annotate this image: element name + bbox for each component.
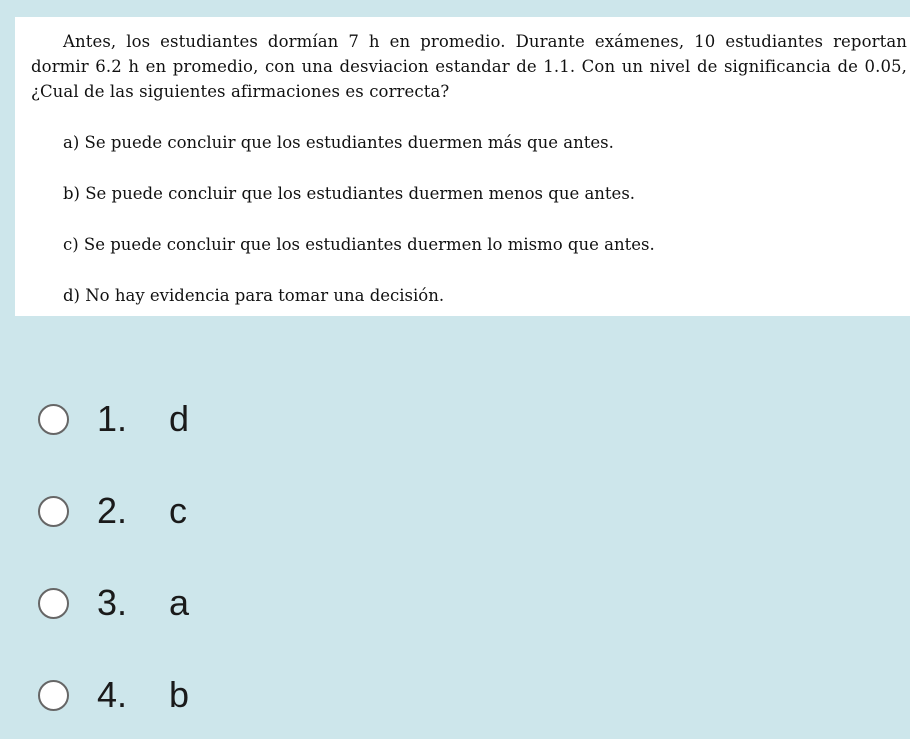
choice-option-1[interactable] — [38, 394, 458, 444]
answer-choices — [0, 316, 910, 739]
choice-number-2: 2. — [97, 490, 128, 531]
choice-text-3: a — [169, 582, 190, 623]
choice-number-3: 3. — [97, 582, 128, 623]
choice-number-4: 4. — [97, 674, 128, 715]
radio-button-3[interactable] — [38, 588, 69, 619]
choice-number-1: 1. — [97, 398, 128, 439]
statement-d: d) No hay evidencia para tomar una decisión. — [63, 286, 445, 305]
choice-option-4[interactable] — [38, 670, 458, 720]
choice-option-2[interactable] — [38, 486, 458, 536]
choice-text-2: c — [169, 490, 187, 531]
radio-button-1[interactable] — [38, 404, 69, 435]
radio-button-2[interactable] — [38, 496, 69, 527]
radio-button-4[interactable] — [38, 680, 69, 711]
question-stem: Antes, los estudiantes dormían 7 h en promedio. Durante exámenes, 10 estudiantes reportan dormir 6.2 h en promedio, con una desviacion estandar de 1.1. Con un nivel de significancia de 0.05, ¿Cual de las siguientes afirmaciones es correcta? — [31, 32, 907, 101]
choice-text-1: d — [169, 398, 190, 439]
statement-b: b) Se puede concluir que los estudiantes duermen menos que antes. — [63, 184, 636, 203]
statement-c: c) Se puede concluir que los estudiantes duermen lo mismo que antes. — [63, 235, 655, 254]
question-card — [15, 17, 910, 316]
choice-text-4: b — [169, 674, 190, 715]
statement-a: a) Se puede concluir que los estudiantes duermen más que antes. — [63, 133, 614, 152]
choice-option-3[interactable] — [38, 578, 458, 628]
